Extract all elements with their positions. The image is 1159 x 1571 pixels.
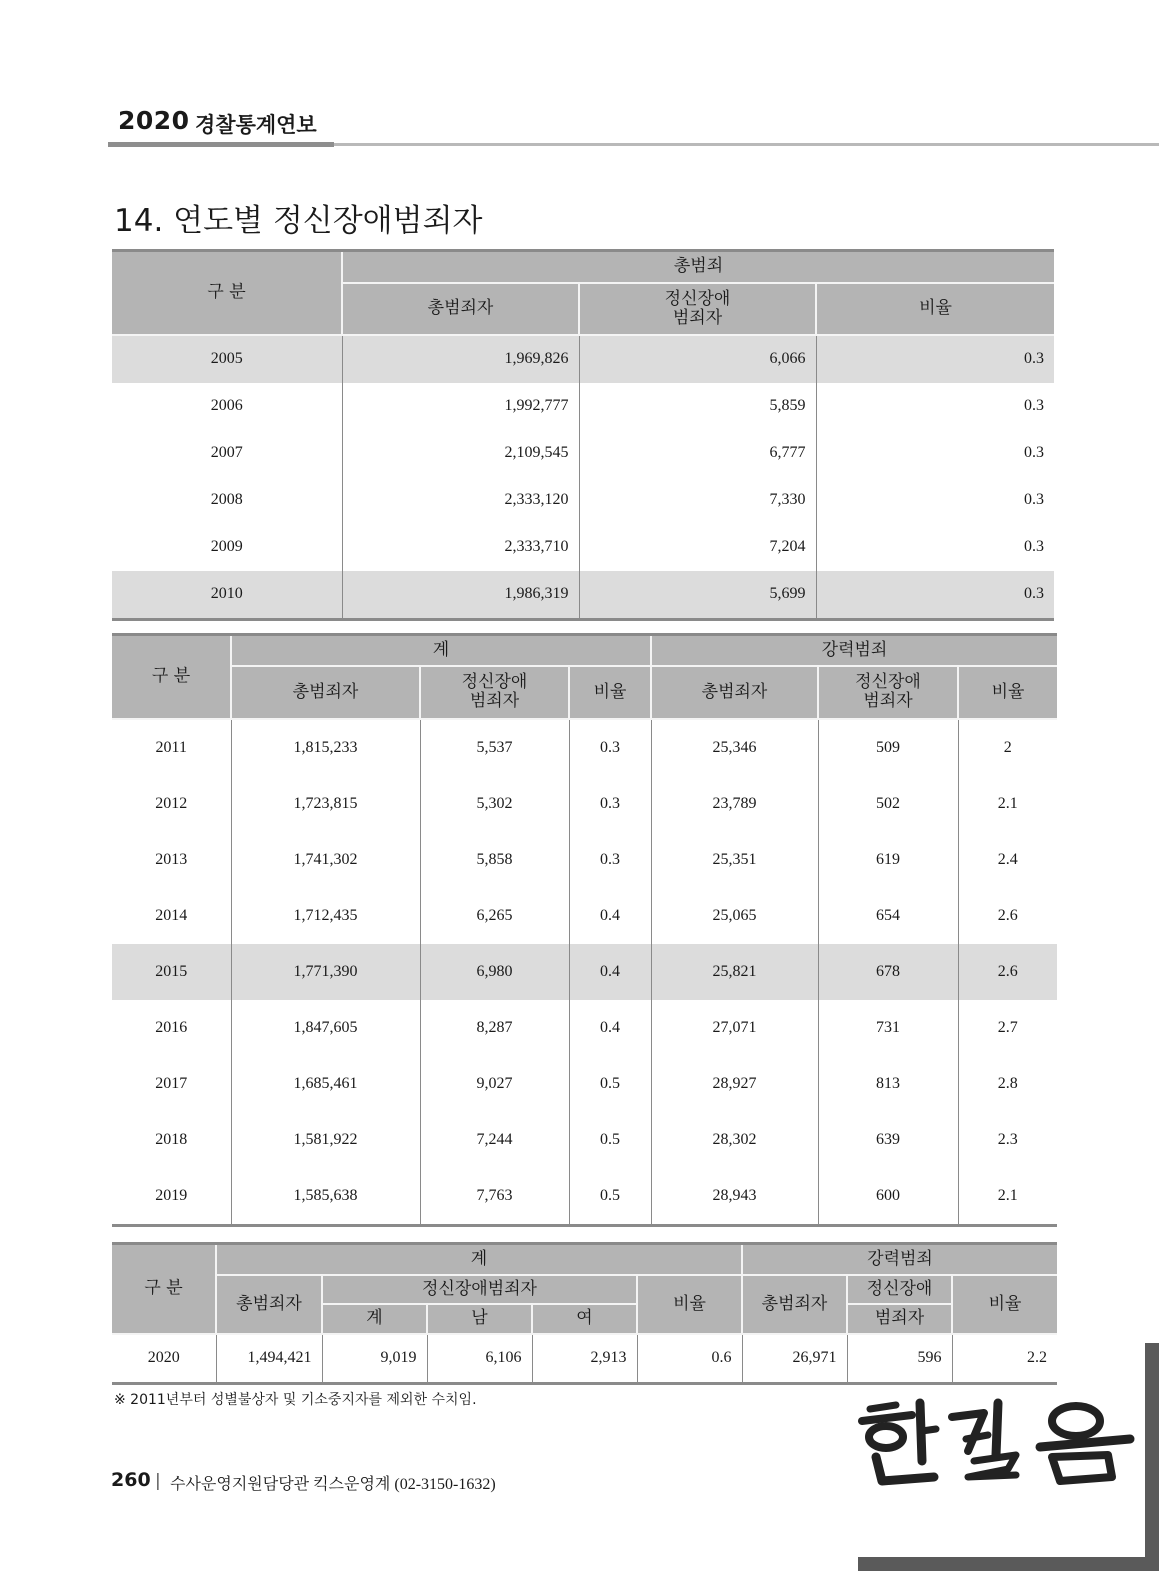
col-header-male: 남	[427, 1304, 532, 1334]
cell-ratio: 0.3	[569, 776, 651, 832]
cell-total: 1,585,638	[231, 1168, 420, 1226]
cell-violent-mental: 600	[818, 1168, 958, 1226]
cell-violent-mental: 678	[818, 944, 958, 1000]
cell-year: 2009	[112, 524, 342, 571]
category-header: 구 분	[112, 1244, 216, 1334]
table-row	[112, 1334, 1057, 1384]
cell-violent-ratio: 2.2	[952, 1334, 1057, 1384]
cell-mental: 6,777	[579, 430, 816, 477]
cell-violent-ratio: 2.6	[958, 944, 1057, 1000]
cell-violent-total: 25,065	[651, 888, 818, 944]
cell-year: 2010	[112, 571, 342, 620]
cell-total: 1,712,435	[231, 888, 420, 944]
cell-violent-total: 23,789	[651, 776, 818, 832]
col-header-violent-total: 총범죄자	[742, 1275, 847, 1334]
col-header-violent-mental-bottom: 범죄자	[847, 1304, 952, 1334]
table-2020	[112, 1242, 1057, 1385]
cell-year: 2013	[112, 832, 231, 888]
cell-violent-total: 28,943	[651, 1168, 818, 1226]
col-header-ratio: 비율	[637, 1275, 742, 1334]
group-header-total: 계	[216, 1244, 742, 1275]
table-row	[112, 1112, 1057, 1168]
col-header-violent-mental-top: 정신장애	[847, 1275, 952, 1304]
cell-violent-ratio: 2.7	[997, 1018, 1018, 1036]
cell-mental: 7,330	[579, 477, 816, 524]
header-rule-light	[334, 143, 1159, 146]
page-number: 260	[111, 1469, 151, 1491]
cell-violent-mental: 639	[818, 1112, 958, 1168]
cell-violent-mental: 654	[818, 888, 958, 944]
col-header-ratio: 비율	[569, 666, 651, 719]
cell-total: 1,992,777	[342, 383, 579, 430]
col-header-mental-group: 정신장애범죄자	[322, 1275, 637, 1304]
cell-violent-total: 27,071	[651, 1000, 818, 1056]
cell-total: 1,815,233	[231, 719, 420, 776]
cell-male: 6,106	[427, 1334, 532, 1384]
cell-ratio: 0.3	[1024, 444, 1045, 461]
cell-total: 1,685,461	[231, 1056, 420, 1112]
cell-mental: 5,537	[420, 719, 569, 776]
cell-ratio: 0.3	[816, 571, 1054, 620]
cell-year: 2011	[112, 719, 231, 776]
table-row	[112, 776, 1057, 832]
cell-total: 1,771,390	[231, 944, 420, 1000]
cell-year: 2017	[112, 1056, 231, 1112]
cell-violent-total: 28,302	[651, 1112, 818, 1168]
cell-mental: 9,027	[420, 1056, 569, 1112]
cell-ratio: 0.5	[569, 1056, 651, 1112]
col-header-mental: 정신장애 범죄자	[420, 666, 569, 719]
cell-ratio: 0.6	[637, 1334, 742, 1384]
cell-ratio: 0.3	[569, 832, 651, 888]
group-header-violent: 강력범죄	[742, 1244, 1057, 1275]
cell-ratio: 0.3	[569, 719, 651, 776]
col-header-total: 총범죄자	[231, 666, 420, 719]
col-header-total: 총범죄자	[216, 1275, 322, 1334]
cell-year: 2015	[112, 944, 231, 1000]
cell-mental: 8,287	[420, 1000, 569, 1056]
header-year: 2020	[118, 106, 190, 135]
cell-violent-mental: 502	[818, 776, 958, 832]
table-row	[112, 719, 1057, 776]
cell-ratio: 0.3	[1024, 397, 1045, 414]
col-header-mental: 정신장애 범죄자	[579, 283, 816, 335]
footnote: ※ 2011년부터 성별불상자 및 기소중지자를 제외한 수치임.	[114, 1392, 477, 1408]
table-row	[112, 944, 1057, 1000]
cell-total: 1,986,319	[342, 571, 579, 620]
cell-mental: 5,859	[579, 383, 816, 430]
cell-mental: 7,244	[420, 1112, 569, 1168]
table-row	[112, 888, 1057, 944]
cell-total: 1,847,605	[231, 1000, 420, 1056]
cell-violent-total: 25,351	[651, 832, 818, 888]
cell-total: 1,723,815	[231, 776, 420, 832]
col-header-violent-total: 총범죄자	[651, 666, 818, 719]
cell-violent-mental: 596	[847, 1334, 952, 1384]
table-row	[112, 383, 1054, 430]
cell-mental: 5,302	[420, 776, 569, 832]
cell-total: 1,581,922	[231, 1112, 420, 1168]
cell-total: 1,741,302	[231, 832, 420, 888]
cell-ratio: 0.4	[569, 888, 651, 944]
header-rule	[108, 142, 334, 147]
category-header: 구 분	[112, 251, 342, 335]
cell-mental: 7,763	[420, 1168, 569, 1226]
cell-violent-mental: 509	[818, 719, 958, 776]
cell-violent-total: 25,821	[651, 944, 818, 1000]
table-row	[112, 335, 1054, 383]
cell-mental: 6,066	[579, 335, 816, 383]
cell-ratio: 0.3	[1024, 538, 1045, 555]
cell-violent-total: 25,346	[651, 719, 818, 776]
col-header-mental-sum: 계	[322, 1304, 427, 1334]
col-header-violent-mental: 정신장애 범죄자	[818, 666, 958, 719]
cell-year: 2014	[112, 888, 231, 944]
cell-year: 2020	[112, 1334, 216, 1384]
table-row	[112, 477, 1054, 524]
table-row	[112, 832, 1057, 888]
cell-violent-ratio: 2.1	[997, 1186, 1018, 1204]
page-edge-bar	[1145, 1343, 1159, 1571]
table-2011-2019	[112, 633, 1057, 1227]
logo-calligraphy	[856, 1395, 1144, 1490]
col-header-total: 총범죄자	[342, 283, 579, 335]
cell-mental: 5,858	[420, 832, 569, 888]
cell-violent-ratio: 2	[958, 719, 1057, 776]
cell-year: 2016	[112, 1000, 231, 1056]
cell-ratio: 0.3	[816, 335, 1054, 383]
cell-mental: 5,699	[579, 571, 816, 620]
cell-year: 2008	[112, 477, 342, 524]
cell-violent-ratio: 2.1	[997, 794, 1018, 812]
cell-ratio: 0.4	[569, 944, 651, 1000]
col-header-female: 여	[532, 1304, 637, 1334]
cell-year: 2007	[112, 430, 342, 477]
cell-year: 2019	[112, 1168, 231, 1226]
col-header-violent-ratio: 비율	[958, 666, 1057, 719]
cell-violent-mental: 619	[818, 832, 958, 888]
section-title: 14. 연도별 정신장애범죄자	[114, 203, 483, 239]
cell-mental: 6,980	[420, 944, 569, 1000]
table-row	[112, 1168, 1057, 1226]
group-header-total: 계	[231, 635, 651, 666]
cell-total: 1,494,421	[216, 1334, 322, 1384]
table-row	[112, 430, 1054, 477]
cell-violent-ratio: 2.4	[997, 850, 1018, 868]
cell-violent-ratio: 2.3	[997, 1130, 1018, 1148]
cell-violent-ratio: 2.8	[997, 1074, 1018, 1092]
cell-total: 1,969,826	[342, 335, 579, 383]
cell-violent-mental: 813	[818, 1056, 958, 1112]
cell-total: 2,333,120	[342, 477, 579, 524]
table-row	[112, 1000, 1057, 1056]
cell-mental-sum: 9,019	[322, 1334, 427, 1384]
cell-violent-total: 28,927	[651, 1056, 818, 1112]
cell-year: 2006	[112, 383, 342, 430]
group-header-total-crime: 총범죄	[342, 251, 1054, 283]
table-row	[112, 524, 1054, 571]
cell-ratio: 0.4	[569, 1000, 651, 1056]
cell-total: 2,109,545	[342, 430, 579, 477]
col-header-ratio: 비율	[816, 283, 1054, 335]
cell-year: 2012	[112, 776, 231, 832]
cell-violent-ratio: 2.6	[997, 906, 1018, 924]
cell-ratio: 0.5	[569, 1112, 651, 1168]
footer-separator: |	[155, 1471, 161, 1491]
table-row	[112, 571, 1054, 620]
cell-ratio: 0.5	[569, 1168, 651, 1226]
cell-female: 2,913	[532, 1334, 637, 1384]
cell-ratio: 0.3	[1024, 491, 1045, 508]
col-header-violent-ratio: 비율	[952, 1275, 1057, 1334]
footer-contact: 수사운영지원담당관 킥스운영계 (02-3150-1632)	[170, 1476, 496, 1493]
header-title: 경찰통계연보	[195, 113, 317, 137]
cell-violent-mental: 731	[818, 1000, 958, 1056]
table-row	[112, 1056, 1057, 1112]
cell-mental: 6,265	[420, 888, 569, 944]
cell-violent-total: 26,971	[742, 1334, 847, 1384]
group-header-violent: 강력범죄	[651, 635, 1057, 666]
cell-mental: 7,204	[579, 524, 816, 571]
cell-year: 2005	[112, 335, 342, 383]
cell-total: 2,333,710	[342, 524, 579, 571]
page-edge-bar-bottom	[858, 1557, 1159, 1571]
category-header: 구 분	[112, 635, 231, 719]
cell-year: 2018	[112, 1112, 231, 1168]
table-2005-2010	[112, 249, 1054, 621]
